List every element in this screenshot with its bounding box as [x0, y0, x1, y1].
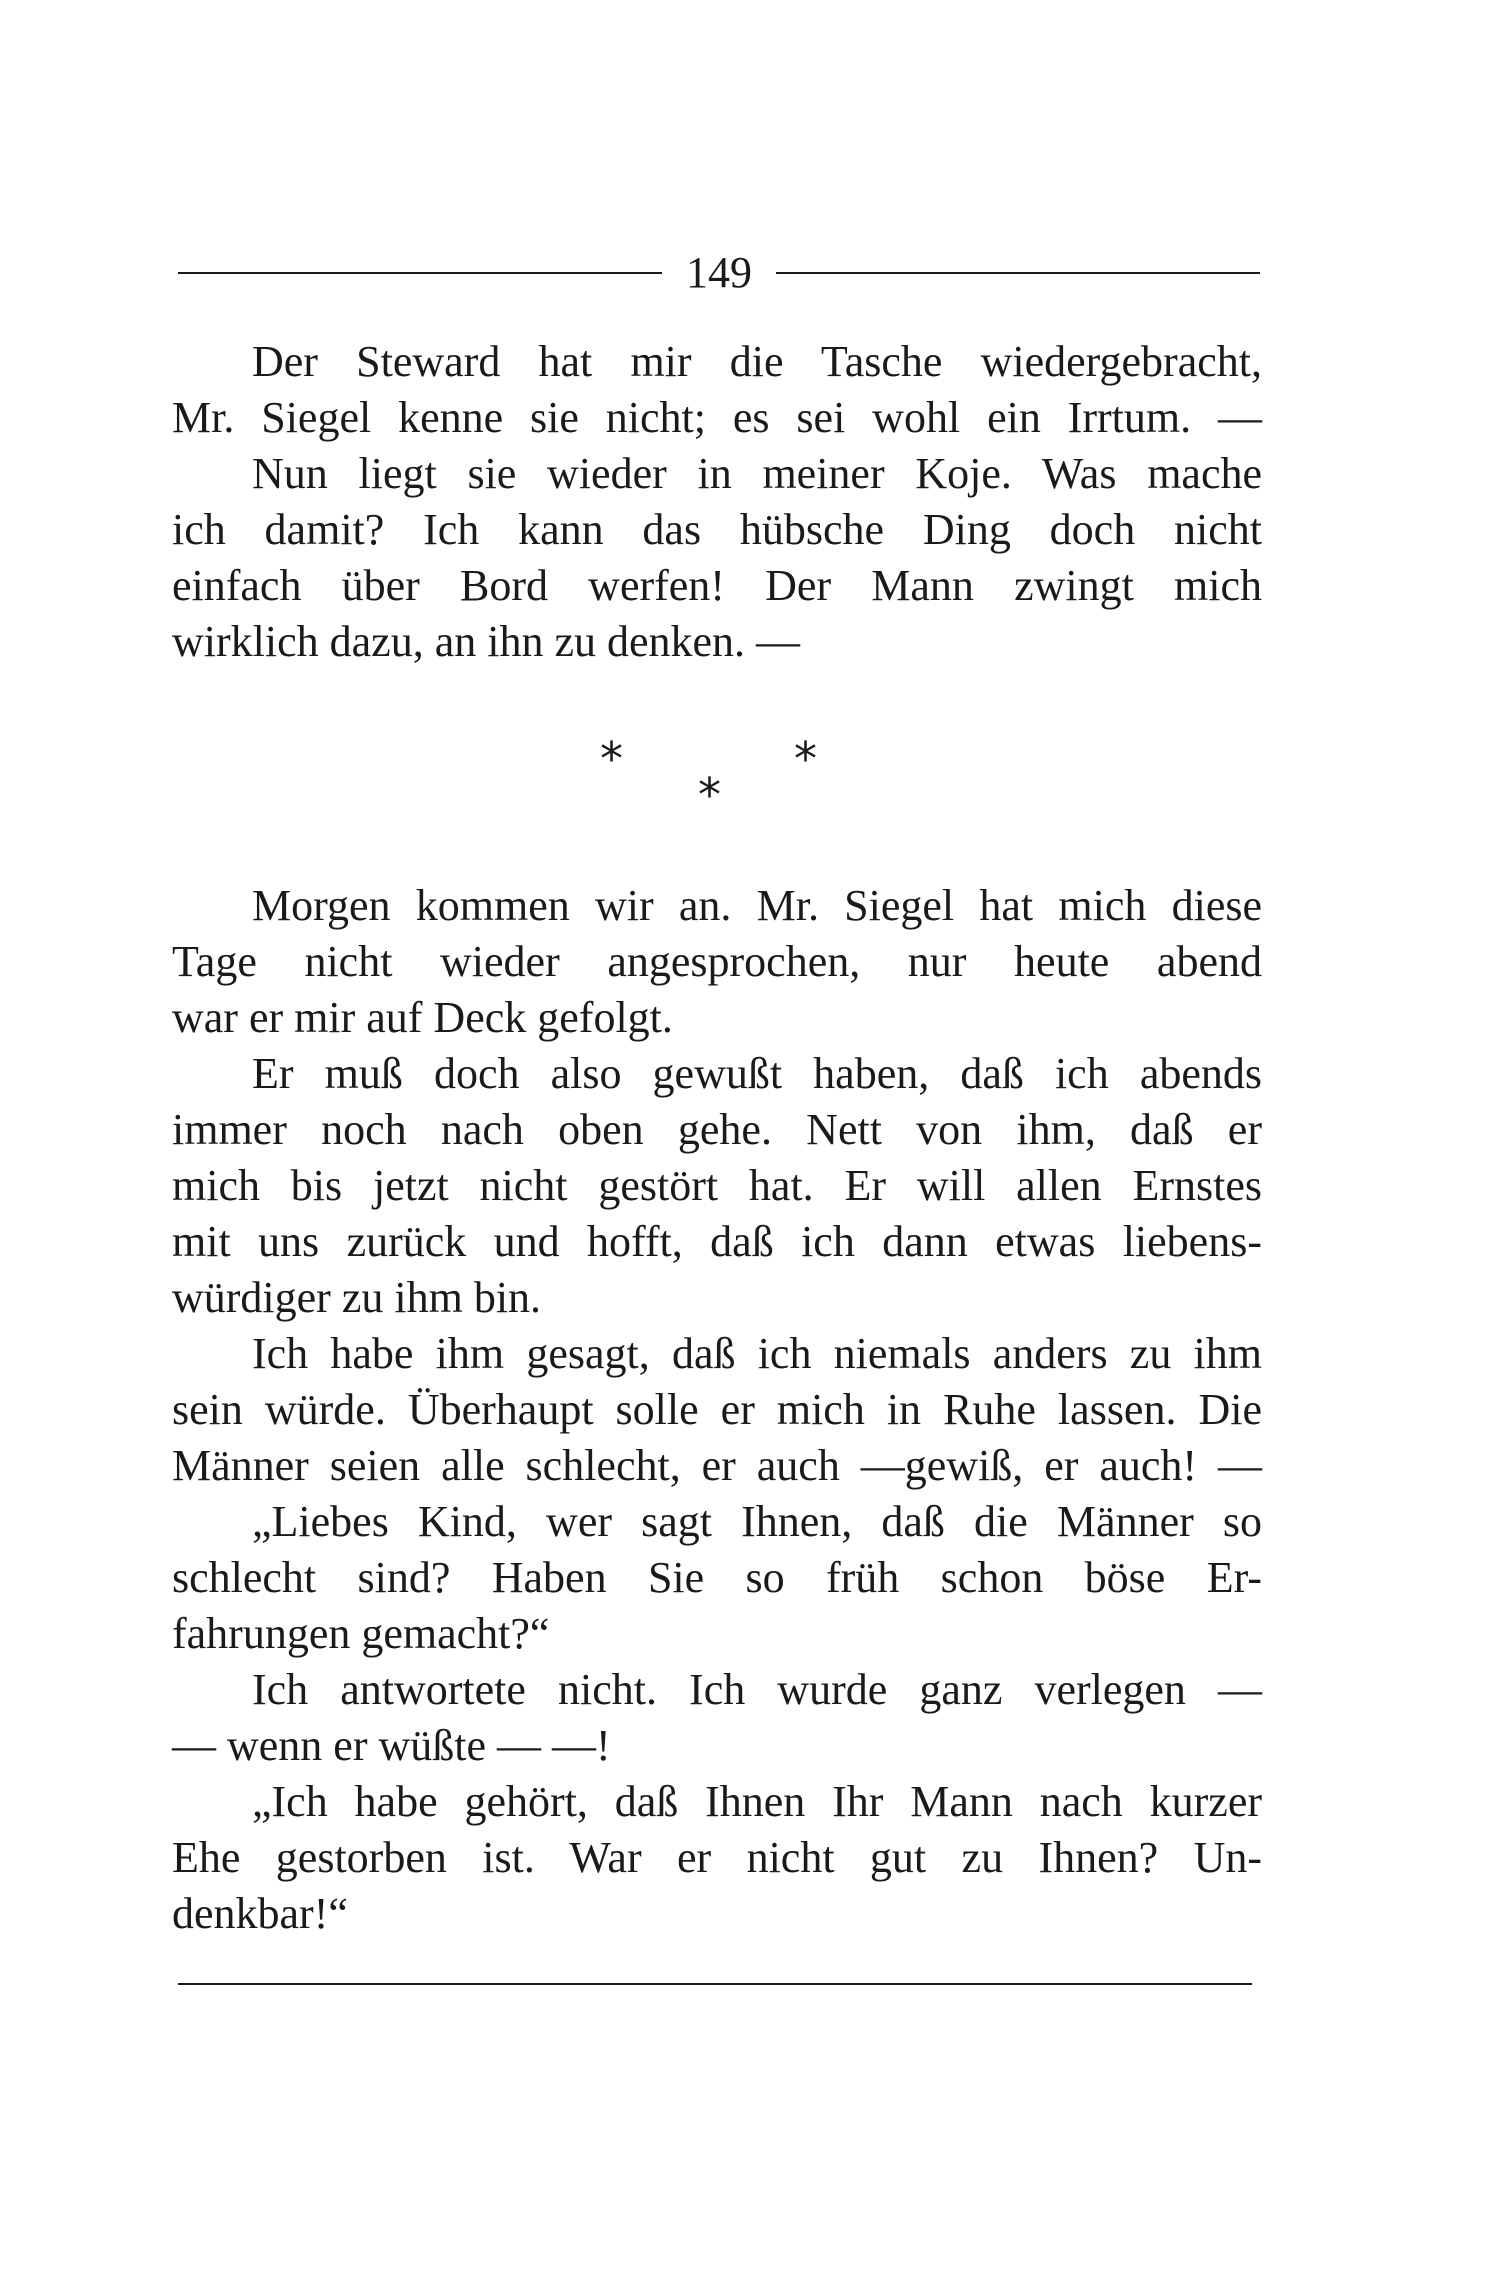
- text-line: Ich habe ihm gesagt, daß ich niemals anders zu ihm: [252, 1329, 1262, 1378]
- text-line: Morgen kommen wir an. Mr. Siegel hat mich diese: [252, 881, 1262, 930]
- text-line: Er muß doch also gewußt haben, daß ich abends: [252, 1049, 1262, 1098]
- text-line: ich damit? Ich kann das hübsche Ding doch nicht: [172, 505, 1262, 554]
- separator-asterisk: *: [794, 732, 817, 786]
- separator-asterisk: *: [698, 768, 721, 822]
- text-line: würdiger zu ihm bin.: [172, 1273, 542, 1322]
- text-line: Ehe gestorben ist. War er nicht gut zu Ihnen? Un-: [172, 1833, 1262, 1882]
- text-line: Männer seien alle schlecht, er auch —gewiß, er auch! —: [172, 1441, 1262, 1490]
- text-line: einfach über Bord werfen! Der Mann zwingt mich: [172, 561, 1262, 610]
- text-line: Nun liegt sie wieder in meiner Koje. Was mache: [252, 449, 1262, 498]
- text-line: Der Steward hat mir die Tasche wiedergebracht,: [252, 337, 1262, 386]
- paragraph-morgen: [172, 878, 1262, 1942]
- text-line: fahrungen gemacht?“: [172, 1609, 550, 1658]
- page-number: 149: [686, 248, 752, 297]
- text-line: mit uns zurück und hofft, daß ich dann etwas liebens-: [172, 1217, 1262, 1266]
- text-line: mich bis jetzt nicht gestört hat. Er will allen Ernstes: [172, 1161, 1262, 1210]
- text-line: sein würde. Überhaupt solle er mich in Ruhe lassen. Die: [172, 1385, 1262, 1434]
- text-line: Ich antwortete nicht. Ich wurde ganz verlegen —: [252, 1665, 1262, 1714]
- header-rule-right: [776, 272, 1260, 274]
- text-line: „Liebes Kind, wer sagt Ihnen, daß die Männer so: [252, 1497, 1262, 1546]
- text-line: — wenn er wüßte — —!: [172, 1721, 611, 1770]
- text-line: war er mir auf Deck gefolgt.: [172, 993, 673, 1042]
- text-line: denkbar!“: [172, 1889, 348, 1938]
- text-line: Mr. Siegel kenne sie nicht; es sei wohl ein Irrtum. —: [172, 393, 1262, 442]
- text-line: immer noch nach oben gehe. Nett von ihm, daß er: [172, 1105, 1262, 1154]
- text-line: „Ich habe gehört, daß Ihnen Ihr Mann nach kurzer: [252, 1777, 1262, 1826]
- header-rule-left: [178, 272, 662, 274]
- separator-asterisk: *: [600, 732, 623, 786]
- paragraph-steward: [172, 334, 1262, 670]
- text-line: schlecht sind? Haben Sie so früh schon böse Er-: [172, 1553, 1262, 1602]
- page-header: [178, 248, 1260, 298]
- text-line: Tage nicht wieder angesprochen, nur heute abend: [172, 937, 1262, 986]
- text-line: wirklich dazu, an ihn zu denken. —: [172, 617, 801, 666]
- footer-rule: [178, 1983, 1252, 1985]
